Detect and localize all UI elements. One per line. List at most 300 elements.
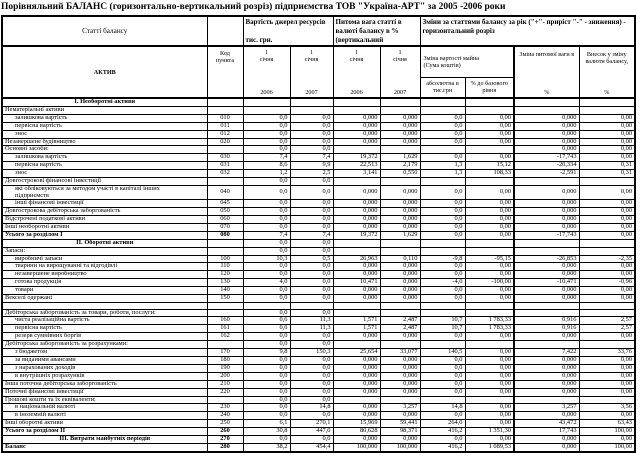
cell-value: 0,000 bbox=[333, 333, 380, 341]
cell-value: 0,000 bbox=[380, 263, 420, 271]
cell-label: з нарахованих доходів bbox=[2, 364, 207, 372]
cell-value: 0,00 bbox=[579, 364, 635, 372]
table-row bbox=[2, 239, 635, 247]
cell-value: 0,000 bbox=[333, 271, 380, 279]
cell-value: 0,00 bbox=[465, 380, 514, 388]
cell-value bbox=[465, 239, 514, 247]
page-title: Порівняльний БАЛАНС (горизонтально-вертикальний розріз) підприємства ТОВ "Україна-АРТ" за 2005 -2006 роки bbox=[1, 2, 506, 12]
cell-value: 0,0 bbox=[243, 130, 290, 138]
cell-value: 0,00 bbox=[465, 333, 514, 341]
cell-value: 0,0 bbox=[420, 154, 465, 162]
cell-value: 30,8 bbox=[243, 428, 290, 436]
table-row bbox=[2, 247, 635, 255]
cell-code: 100 bbox=[207, 255, 243, 263]
cell-value: 0,000 bbox=[514, 200, 579, 208]
cell-value: 0,00 bbox=[579, 185, 635, 199]
cell-value: 0,0 bbox=[290, 130, 333, 138]
cell-value: 1,3 bbox=[420, 162, 465, 170]
cell-value: 0,000 bbox=[514, 146, 579, 154]
cell-code: 220 bbox=[207, 388, 243, 396]
cell-value: 1,629 bbox=[380, 231, 420, 239]
cell-value: 0,000 bbox=[380, 372, 420, 380]
header-weight-sub: (вертикальний bbox=[335, 35, 384, 44]
cell-value: 0,00 bbox=[579, 130, 635, 138]
cell-value: 0,0 bbox=[420, 223, 465, 231]
cell-code: 050 bbox=[207, 208, 243, 216]
cell-value: 59,441 bbox=[380, 420, 420, 428]
cell-value: 0,000 bbox=[380, 185, 420, 199]
cell-value: 0,000 bbox=[333, 356, 380, 364]
cell-value: 14,8 bbox=[420, 404, 465, 412]
cell-label: Інша поточна дебіторська заборгованість bbox=[2, 380, 207, 388]
cell-value: 0,00 bbox=[579, 154, 635, 162]
cell-value: 0,0 bbox=[243, 146, 290, 154]
cell-label: Незавершене будівництво bbox=[2, 138, 207, 146]
table-row bbox=[2, 364, 635, 372]
table-row bbox=[2, 98, 635, 106]
cell-value: 17,743 bbox=[514, 428, 579, 436]
cell-value: 0,00 bbox=[465, 114, 514, 122]
cell-value: 0,000 bbox=[514, 295, 579, 303]
cell-value: 0,00 bbox=[579, 333, 635, 341]
cell-value: 0,0 bbox=[243, 114, 290, 122]
cell-value: 9,8 bbox=[243, 349, 290, 357]
cell-value: 0,000 bbox=[333, 122, 380, 130]
table-row bbox=[2, 114, 635, 122]
cell-value: 0,0 bbox=[420, 364, 465, 372]
cell-value: 0,0 bbox=[290, 122, 333, 130]
table-row bbox=[2, 287, 635, 295]
cell-value: 0,00 bbox=[465, 185, 514, 199]
cell-label: Усього за розділом ІІ bbox=[2, 428, 207, 436]
cell-code: 070 bbox=[207, 223, 243, 231]
cell-value: 9,9 bbox=[290, 162, 333, 170]
cell-value: 10,3 bbox=[243, 255, 290, 263]
cell-value: 0,000 bbox=[380, 295, 420, 303]
cell-value bbox=[380, 178, 420, 186]
cell-code: 020 bbox=[207, 138, 243, 146]
cell-value: 33,76 bbox=[579, 349, 635, 357]
cell-value: 0,916 bbox=[514, 317, 579, 325]
cell-value: 264,0 bbox=[420, 420, 465, 428]
header-date-1: 1 січня 2006 bbox=[243, 46, 290, 98]
header-date-3: 1 січня 2006 bbox=[333, 46, 380, 98]
cell-value bbox=[514, 98, 579, 106]
table-row bbox=[2, 309, 635, 317]
cell-label: Довгострокові фінансові інвестиції bbox=[2, 178, 207, 186]
cell-value: 416,2 bbox=[420, 443, 465, 451]
cell-value: 7,4 bbox=[290, 231, 333, 239]
cell-value: 0,000 bbox=[333, 295, 380, 303]
cell-value: 0,000 bbox=[380, 436, 420, 444]
cell-value: 0,00 bbox=[579, 263, 635, 271]
cell-value: 0,0 bbox=[290, 178, 333, 186]
cell-value: 0,0 bbox=[243, 364, 290, 372]
table-row bbox=[2, 106, 635, 114]
cell-value: 0,000 bbox=[514, 114, 579, 122]
cell-value: 0,000 bbox=[514, 208, 579, 216]
cell-code: 012 bbox=[207, 130, 243, 138]
cell-label: в іноземній валюті bbox=[2, 412, 207, 420]
header-changes-group: Зміни за статтями балансу за рік ("+"- приріст "-" - зниження) - горизонтальний розріз bbox=[420, 16, 635, 46]
cell-value: 1 351,30 bbox=[465, 428, 514, 436]
cell-value: 0,000 bbox=[333, 404, 380, 412]
cell-value: 0,000 bbox=[514, 388, 579, 396]
cell-value: 43,472 bbox=[514, 420, 579, 428]
cell-value: -17,743 bbox=[514, 154, 579, 162]
cell-value: 0,000 bbox=[514, 130, 579, 138]
cell-value: 1,2 bbox=[243, 170, 290, 178]
cell-code: 180 bbox=[207, 356, 243, 364]
table-row bbox=[2, 388, 635, 396]
cell-value: 0,0 bbox=[420, 138, 465, 146]
cell-value bbox=[420, 247, 465, 255]
cell-value: 0,00 bbox=[465, 356, 514, 364]
cell-value bbox=[514, 302, 579, 309]
cell-label: чиста реалізаційна вартість bbox=[2, 317, 207, 325]
cell-value bbox=[579, 247, 635, 255]
cell-value: 0,0 bbox=[243, 178, 290, 186]
cell-value bbox=[333, 98, 380, 106]
header-pct-base: % до базового рівня bbox=[465, 77, 514, 98]
table-row bbox=[2, 185, 635, 199]
cell-label: Інші необоротні активи bbox=[2, 223, 207, 231]
cell-value bbox=[465, 247, 514, 255]
cell-value: 2,487 bbox=[380, 325, 420, 333]
cell-code: 010 bbox=[207, 114, 243, 122]
table-row bbox=[2, 231, 635, 239]
cell-value: 0,000 bbox=[380, 122, 420, 130]
table-row bbox=[2, 443, 635, 451]
cell-value: 0,00 bbox=[579, 138, 635, 146]
cell-value bbox=[420, 178, 465, 186]
cell-value: 0,0 bbox=[243, 122, 290, 130]
cell-value: 0,000 bbox=[380, 138, 420, 146]
cell-label: за виданими авансами bbox=[2, 356, 207, 364]
cell-value: 0,0 bbox=[290, 247, 333, 255]
cell-value: 0,0 bbox=[243, 208, 290, 216]
cell-value: 0,0 bbox=[420, 356, 465, 364]
cell-value: 0,000 bbox=[380, 271, 420, 279]
table-row bbox=[2, 138, 635, 146]
cell-value: 0,0 bbox=[243, 436, 290, 444]
cell-value: 0,000 bbox=[333, 200, 380, 208]
header-change-value: Зміна вартості майна (Сума коштів) bbox=[420, 46, 514, 77]
cell-value: 0,0 bbox=[290, 412, 333, 420]
cell-value: 7,4 bbox=[290, 154, 333, 162]
header-weight-change: Зміна питомої ваги в % bbox=[514, 46, 579, 98]
cell-value: 0,0 bbox=[420, 114, 465, 122]
cell-value: -2,35 bbox=[579, 255, 635, 263]
cell-value: 140,5 bbox=[420, 349, 465, 357]
cell-value: 0,0 bbox=[243, 309, 290, 317]
cell-value: 0,000 bbox=[333, 263, 380, 271]
cell-value: 0,0 bbox=[420, 372, 465, 380]
cell-value bbox=[465, 178, 514, 186]
cell-label: залишкова вартість bbox=[2, 154, 207, 162]
cell-label: Дебіторська заборгованість за товари, роботи, послуги: bbox=[2, 309, 207, 317]
cell-label: які обліковуються за методом участі в капіталі інших підприємств bbox=[2, 185, 207, 199]
cell-value: 7,4 bbox=[243, 154, 290, 162]
cell-value bbox=[465, 302, 514, 309]
cell-code: 120 bbox=[207, 271, 243, 279]
cell-value: 0,00 bbox=[465, 412, 514, 420]
table-row bbox=[2, 317, 635, 325]
cell-value: 0,000 bbox=[380, 380, 420, 388]
table-row bbox=[2, 349, 635, 357]
cell-value: 33,077 bbox=[380, 349, 420, 357]
cell-value: 416,2 bbox=[420, 428, 465, 436]
cell-value: 8,6 bbox=[243, 162, 290, 170]
cell-value: 0,000 bbox=[514, 364, 579, 372]
cell-value: -17,743 bbox=[514, 231, 579, 239]
table-row bbox=[2, 154, 635, 162]
cell-value: 0,0 bbox=[243, 223, 290, 231]
cell-label: інші фінансові інвестиції bbox=[2, 200, 207, 208]
cell-value: 0,0 bbox=[290, 333, 333, 341]
cell-value: 0,00 bbox=[579, 114, 635, 122]
cell-value: 0,000 bbox=[514, 138, 579, 146]
cell-value: 0,00 bbox=[465, 200, 514, 208]
cell-value: 0,00 bbox=[579, 122, 635, 130]
table-row bbox=[2, 162, 635, 170]
table-row bbox=[2, 271, 635, 279]
cell-value: 0,0 bbox=[290, 396, 333, 404]
cell-value: 0,0 bbox=[243, 396, 290, 404]
cell-value: 0,6 bbox=[243, 317, 290, 325]
cell-value: 0,0 bbox=[290, 208, 333, 216]
cell-value: 0,000 bbox=[380, 130, 420, 138]
cell-value bbox=[420, 98, 465, 106]
cell-value: 0,0 bbox=[290, 364, 333, 372]
cell-value: 0,0 bbox=[243, 404, 290, 412]
cell-label: ІІІ. Витрати майбутніх періодів bbox=[2, 436, 207, 444]
cell-value: 0,0 bbox=[420, 200, 465, 208]
cell-value: -26,853 bbox=[514, 255, 579, 263]
cell-value: 0,0 bbox=[290, 263, 333, 271]
cell-value: 0,0 bbox=[243, 185, 290, 199]
cell-value: 0,00 bbox=[579, 215, 635, 223]
cell-value: 0,00 bbox=[579, 372, 635, 380]
cell-value: 0,916 bbox=[514, 325, 579, 333]
cell-value: 4,0 bbox=[243, 279, 290, 287]
cell-value: 108,33 bbox=[465, 170, 514, 178]
cell-value: 7,422 bbox=[514, 349, 579, 357]
cell-value: 3,141 bbox=[333, 170, 380, 178]
cell-code: 031 bbox=[207, 162, 243, 170]
cell-value: 0,00 bbox=[465, 364, 514, 372]
cell-value: 0,0 bbox=[243, 247, 290, 255]
table-row bbox=[2, 130, 635, 138]
cell-value: 0,31 bbox=[579, 162, 635, 170]
cell-value: 0,0 bbox=[290, 146, 333, 154]
cell-value: 0,000 bbox=[333, 388, 380, 396]
cell-value: 0,000 bbox=[514, 223, 579, 231]
cell-value: 0,00 bbox=[579, 200, 635, 208]
cell-code: 162 bbox=[207, 333, 243, 341]
cell-label: первісна вартість bbox=[2, 325, 207, 333]
cell-value: 2,5 bbox=[290, 170, 333, 178]
cell-code: 210 bbox=[207, 380, 243, 388]
header-weight-group bbox=[333, 16, 420, 46]
cell-value: 0,0 bbox=[243, 388, 290, 396]
header-weight-title: Питома вага статті в валюті балансу в % bbox=[335, 18, 402, 35]
cell-label: готова продукція bbox=[2, 279, 207, 287]
cell-value: 3,257 bbox=[380, 404, 420, 412]
cell-label: Грошові кошти та їх еквіваленти: bbox=[2, 396, 207, 404]
cell-value: 22,513 bbox=[333, 162, 380, 170]
cell-value bbox=[380, 239, 420, 247]
header-cost-group bbox=[243, 16, 333, 46]
cell-value: 0,0 bbox=[243, 372, 290, 380]
cell-value: 0,00 bbox=[465, 223, 514, 231]
cell-code: 060 bbox=[207, 215, 243, 223]
header-spacer bbox=[207, 16, 243, 46]
cell-label: Запаси: bbox=[2, 247, 207, 255]
cell-value bbox=[579, 178, 635, 186]
cell-label: Нематеріальні активи bbox=[2, 106, 207, 114]
cell-value: 0,000 bbox=[380, 279, 420, 287]
cell-value: 7,4 bbox=[243, 231, 290, 239]
cell-value: 0,0 bbox=[290, 271, 333, 279]
cell-value: 0,000 bbox=[380, 200, 420, 208]
cell-value: 15,969 bbox=[333, 420, 380, 428]
cell-value: 0,0 bbox=[290, 341, 333, 349]
header-aktiv: АКТИВ bbox=[2, 46, 207, 98]
cell-code bbox=[207, 239, 243, 247]
cell-code: 032 bbox=[207, 170, 243, 178]
cell-value: 38,2 bbox=[243, 443, 290, 451]
cell-value: 0,0 bbox=[243, 287, 290, 295]
cell-value: 0,0 bbox=[243, 333, 290, 341]
cell-code bbox=[207, 302, 243, 309]
cell-value bbox=[465, 98, 514, 106]
cell-value: 0,0 bbox=[243, 138, 290, 146]
cell-value: 0,000 bbox=[380, 215, 420, 223]
cell-value: 26,963 bbox=[333, 255, 380, 263]
cell-value: -9,8 bbox=[420, 255, 465, 263]
table-row bbox=[2, 404, 635, 412]
cell-value: 0,00 bbox=[465, 388, 514, 396]
cell-value: 2,179 bbox=[380, 162, 420, 170]
cell-label: з бюджетом bbox=[2, 349, 207, 357]
cell-value: 0,0 bbox=[243, 341, 290, 349]
cell-value: 0,000 bbox=[333, 185, 380, 199]
cell-value: 0,0 bbox=[290, 185, 333, 199]
cell-value: 11,3 bbox=[290, 325, 333, 333]
cell-value: 0,5 bbox=[290, 255, 333, 263]
cell-value: 0,0 bbox=[290, 309, 333, 317]
cell-code: 270 bbox=[207, 436, 243, 444]
cell-value: 0,000 bbox=[333, 114, 380, 122]
cell-value: 0,000 bbox=[333, 138, 380, 146]
cell-value: 10,7 bbox=[420, 325, 465, 333]
cell-label: знос bbox=[2, 170, 207, 178]
cell-value bbox=[333, 178, 380, 186]
cell-value: 0,00 bbox=[579, 356, 635, 364]
cell-value: 1 089,53 bbox=[465, 443, 514, 451]
cell-value: 0,000 bbox=[380, 208, 420, 216]
cell-value: -20,334 bbox=[514, 162, 579, 170]
cell-value: 0,550 bbox=[380, 170, 420, 178]
header-articles: Статті балансу bbox=[2, 16, 207, 46]
cell-value: 0,0 bbox=[290, 223, 333, 231]
cell-value: 0,0 bbox=[243, 412, 290, 420]
cell-value: 0,00 bbox=[579, 295, 635, 303]
cell-value: 0,0 bbox=[420, 185, 465, 199]
cell-value bbox=[514, 247, 579, 255]
cell-value: 0,0 bbox=[420, 436, 465, 444]
cell-value: 0,0 bbox=[290, 372, 333, 380]
cell-value: 0,0 bbox=[243, 215, 290, 223]
cell-value: 80,628 bbox=[333, 428, 380, 436]
cell-value: 454,4 bbox=[290, 443, 333, 451]
table-row bbox=[2, 122, 635, 130]
cell-value: 0,000 bbox=[333, 380, 380, 388]
cell-value: 0,000 bbox=[514, 436, 579, 444]
cell-value: 0,0 bbox=[420, 215, 465, 223]
cell-code: 030 bbox=[207, 154, 243, 162]
cell-value: 0,000 bbox=[514, 263, 579, 271]
cell-label: знос bbox=[2, 130, 207, 138]
cell-value: 0,000 bbox=[333, 215, 380, 223]
header-absolute: абсолютна в тис.грн bbox=[420, 77, 465, 98]
cell-value: 2,57 bbox=[579, 325, 635, 333]
table-row bbox=[2, 279, 635, 287]
cell-value: 2,57 bbox=[579, 317, 635, 325]
cell-value: 0,000 bbox=[380, 287, 420, 295]
cell-code: 200 bbox=[207, 372, 243, 380]
cell-value: 98,371 bbox=[380, 428, 420, 436]
cell-value bbox=[333, 302, 380, 309]
cell-value bbox=[420, 239, 465, 247]
cell-value: 0,0 bbox=[243, 380, 290, 388]
cell-value: 0,000 bbox=[514, 380, 579, 388]
cell-code: 140 bbox=[207, 287, 243, 295]
cell-code: 161 bbox=[207, 325, 243, 333]
cell-value: 0,0 bbox=[290, 215, 333, 223]
cell-code: 150 bbox=[207, 295, 243, 303]
balance-table bbox=[1, 15, 636, 453]
header-cost-unit: тис. грн. bbox=[245, 35, 273, 44]
cell-value bbox=[420, 302, 465, 309]
cell-code: 260 bbox=[207, 428, 243, 436]
table-row bbox=[2, 263, 635, 271]
cell-value: 0,00 bbox=[579, 271, 635, 279]
cell-label: виробничі запаси bbox=[2, 255, 207, 263]
cell-value: 0,00 bbox=[465, 122, 514, 130]
cell-label: Векселі одержані bbox=[2, 295, 207, 303]
cell-value: 0,0 bbox=[420, 412, 465, 420]
cell-value: 1,571 bbox=[333, 317, 380, 325]
cell-value: 100,00 bbox=[579, 443, 635, 451]
cell-value: 0,00 bbox=[579, 223, 635, 231]
cell-value: 0,000 bbox=[380, 388, 420, 396]
cell-label: Баланс bbox=[2, 443, 207, 451]
cell-value: 0,000 bbox=[380, 364, 420, 372]
cell-value bbox=[380, 247, 420, 255]
cell-label: Довгострокова дебіторська заборгованість bbox=[2, 208, 207, 216]
cell-value: 0,000 bbox=[380, 356, 420, 364]
cell-value: 0,0 bbox=[290, 380, 333, 388]
cell-value: 0,0 bbox=[290, 200, 333, 208]
cell-value: 6,1 bbox=[243, 420, 290, 428]
cell-value: 19,372 bbox=[333, 154, 380, 162]
cell-value: 0,000 bbox=[514, 333, 579, 341]
cell-value: 14,8 bbox=[290, 404, 333, 412]
cell-label: Дебіторська заборгованість за розрахунками: bbox=[2, 341, 207, 349]
cell-value: 0,000 bbox=[380, 223, 420, 231]
